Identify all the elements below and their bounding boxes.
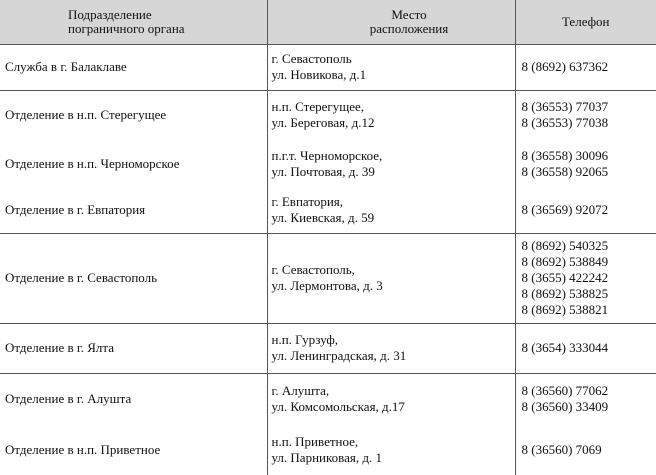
- phone-number: 8 (8692) 637362: [521, 59, 609, 74]
- phone-number: 8 (36558) 30096: [521, 148, 609, 163]
- phone-number: 8 (3654) 333044: [521, 340, 609, 355]
- address-line1: н.п. Стерегущее,: [271, 99, 365, 115]
- address-line2: ул. Лермонтова, д. 3: [271, 278, 383, 293]
- address-cell: [267, 44, 515, 90]
- phone-cell: [515, 424, 656, 475]
- phone-number: 8 (8692) 538849: [521, 254, 609, 269]
- header-place-line2: расположения: [369, 20, 449, 36]
- address-cell: [267, 424, 515, 475]
- address-cell: [267, 323, 515, 373]
- address-cell: [267, 233, 515, 323]
- table-row: [0, 424, 656, 475]
- phone-number: 8 (36560) 77062: [521, 382, 609, 398]
- phone-cell: [515, 373, 656, 424]
- header-unit-line1: Подразделение: [68, 6, 152, 22]
- address-line2: ул. Парниковая, д. 1: [271, 449, 382, 465]
- phone-cell: [515, 140, 656, 188]
- address-line2: ул. Новикова, д.1: [271, 67, 367, 82]
- table-row: [0, 373, 656, 424]
- address-cell: [267, 373, 515, 424]
- phone-cell: [515, 233, 656, 323]
- address-cell: [267, 188, 515, 233]
- unit-cell: Отделение в г. Севастополь: [0, 233, 267, 323]
- address-line2: ул. Ленинградская, д. 31: [271, 348, 407, 363]
- phone-number: 8 (8692) 538821: [521, 302, 609, 317]
- header-unit-line2: пограничного органа: [68, 20, 185, 36]
- address-line1: г. Алушта,: [271, 382, 330, 398]
- header-unit: [0, 0, 267, 44]
- phone-number: 8 (8692) 538825: [521, 286, 609, 301]
- unit-cell: Служба в г. Балаклаве: [0, 44, 267, 90]
- phone-cell: [515, 44, 656, 90]
- unit-cell: Отделение в г. Ялта: [0, 323, 267, 373]
- table-row: [0, 140, 656, 188]
- table-row: [0, 44, 656, 90]
- phone-number: 8 (36569) 92072: [521, 202, 609, 218]
- address-line2: ул. Киевская, д. 59: [271, 210, 375, 226]
- phone-cell: [515, 323, 656, 373]
- phone-number: 8 (36558) 92065: [521, 164, 609, 179]
- address-line1: п.г.т. Черноморское,: [271, 148, 383, 163]
- phone-cell: [515, 188, 656, 233]
- address-line2: ул. Береговая, д.12: [271, 115, 375, 131]
- phone-number: 8 (8692) 540325: [521, 238, 609, 253]
- unit-cell: Отделение в г. Евпатория: [0, 188, 267, 233]
- address-line1: н.п. Гурзуф,: [271, 332, 339, 347]
- unit-cell: Отделение в н.п. Приветное: [0, 424, 267, 475]
- table-row: [0, 188, 656, 233]
- phone-number: 8 (36553) 77037: [521, 99, 609, 115]
- address-line1: г. Севастополь: [271, 51, 352, 66]
- address-line1: н.п. Приветное,: [271, 433, 359, 449]
- address-line2: ул. Комсомольская, д.17: [271, 398, 405, 414]
- phone-number: 8 (3655) 422242: [521, 270, 609, 285]
- header-place: [267, 0, 515, 44]
- address-line1: г. Севастополь,: [271, 262, 355, 277]
- table-row: [0, 323, 656, 373]
- phone-number: 8 (36560) 33409: [521, 398, 609, 414]
- unit-cell: Отделение в н.п. Черноморское: [0, 140, 267, 188]
- unit-cell: Отделение в г. Алушта: [0, 373, 267, 424]
- unit-cell: Отделение в н.п. Стерегущее: [0, 90, 267, 140]
- phone-cell: [515, 90, 656, 140]
- header-row: [0, 0, 656, 44]
- address-cell: [267, 140, 515, 188]
- address-cell: [267, 90, 515, 140]
- address-line1: г. Евпатория,: [271, 194, 344, 210]
- table-row: [0, 233, 656, 323]
- table-row: [0, 90, 656, 140]
- header-phone: Телефон: [515, 0, 656, 44]
- header-place-line1: Место: [391, 6, 427, 22]
- address-line2: ул. Почтовая, д. 39: [271, 164, 375, 179]
- phone-number: 8 (36560) 7069: [521, 441, 602, 457]
- phone-number: 8 (36553) 77038: [521, 115, 609, 131]
